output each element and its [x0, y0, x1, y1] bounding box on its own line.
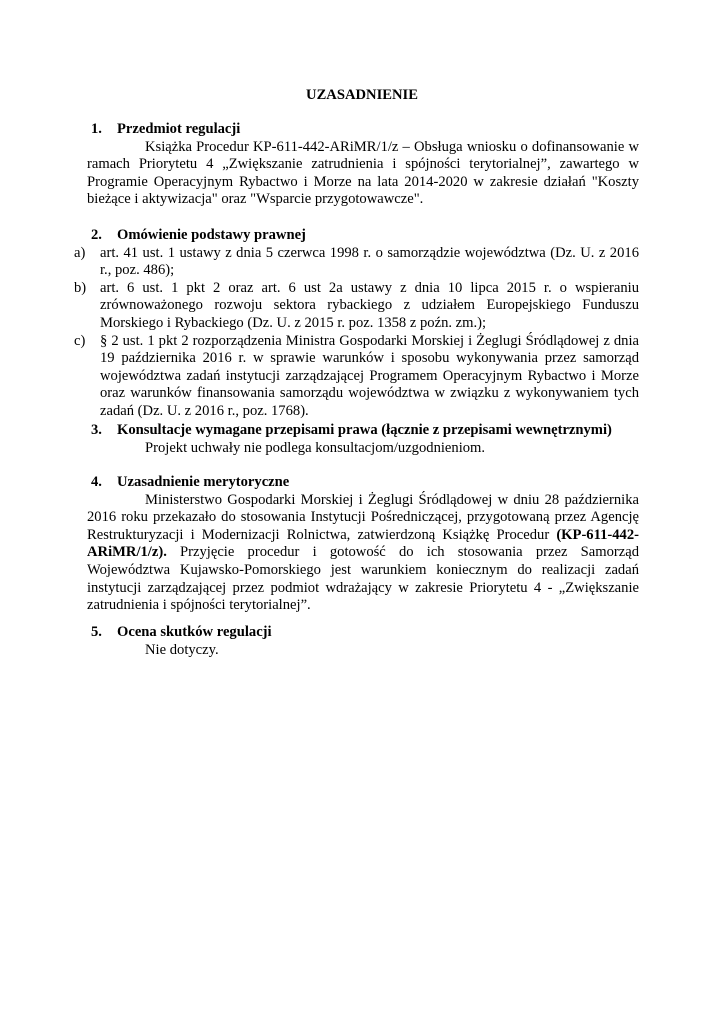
section-title: Przedmiot regulacji: [117, 121, 241, 137]
section-justification: [87, 474, 639, 615]
procedure-code: (KP-611-442-ARiMR/1/z).: [87, 526, 639, 561]
section-text-part: Ministerstwo Gospodarki Morskiej i Żeglugi Śródlądowej w dniu 28 października 2016 roku przekazało do stosowania Instytucji Pośredniczącej, przygotowaną przez Agencję Restrukturyzacji i Modernizacji Rolnictwa, zatwierdzoną Książkę Procedur: [87, 491, 639, 543]
list-item: [74, 280, 639, 333]
section-number: 1.: [91, 121, 102, 137]
section-title: Konsultacje wymagane przepisami prawa (łącznie z przepisami wewnętrznymi): [117, 422, 612, 438]
list-item-mark: c): [74, 332, 86, 349]
section-heading: [87, 624, 639, 642]
list-item-text: art. 6 ust. 1 pkt 2 oraz art. 6 ust 2a ustawy z dnia 10 lipca 2015 r. o wspieraniu zrównoważonego rozwoju sektora rybackiego z udziałem Europejskiego Funduszu Morskiego i Rybackiego (Dz. U. z 2015 r. poz. 1358 z poźn. zm.);: [100, 279, 639, 331]
section-heading: [87, 474, 639, 492]
section-number: 4.: [91, 474, 102, 490]
list-item: [74, 245, 639, 280]
section-title: Ocena skutków regulacji: [117, 624, 272, 640]
section-impact-assessment: [87, 624, 639, 659]
list-item: [74, 333, 639, 421]
section-legal-basis: [74, 227, 639, 421]
section-number: 2.: [91, 227, 102, 243]
section-text: Książka Procedur KP-611-442-ARiMR/1/z – Obsługa wniosku o dofinansowanie w ramach Priorytetu 4 „Zwiększanie zatrudnienia i spójności terytorialnej”, zawartego w Programie Operacyjnym Rybactwo i Morze na lata 2014-2020 w zakresie działań "Koszty bieżące i aktywizacja" oraz "Wsparcie przygotowawcze".: [87, 138, 639, 208]
section-title: Omówienie podstawy prawnej: [117, 227, 306, 243]
list-item-text: art. 41 ust. 1 ustawy z dnia 5 czerwca 1998 r. o samorządzie województwa (Dz. U. z 2016 r., poz. 486);: [100, 244, 639, 279]
section-text: Projekt uchwały nie podlega konsultacjom/uzgodnieniom.: [145, 439, 486, 456]
section-text: Nie dotyczy.: [145, 641, 219, 658]
legal-basis-list: [74, 245, 639, 421]
list-item-mark: a): [74, 244, 86, 261]
section-heading: [87, 422, 639, 440]
section-title: Uzasadnienie merytoryczne: [117, 474, 290, 490]
section-number: 5.: [91, 624, 102, 640]
section-text: [87, 492, 639, 615]
section-subject: [87, 121, 639, 209]
section-heading: [87, 121, 639, 139]
section-text-part: Przyjęcie procedur i gotowość do ich stosowania przez Samorząd Województwa Kujawsko-Pomorskiego jest warunkiem koniecznym do realizacji zadań instytucji zarządzającej przez podmiot wdrażający w zakresie Priorytetu 4 - „Zwiększanie zatrudnienia i spójności terytorialnej”.: [87, 544, 639, 614]
document-title: UZASADNIENIE: [306, 87, 418, 103]
list-item-mark: b): [74, 279, 87, 296]
list-item-text: § 2 ust. 1 pkt 2 rozporządzenia Ministra Gospodarki Morskiej i Żeglugi Śródlądowej z dnia 19 października 2016 r. w sprawie warunków i sposobu wykonywania przez samorząd województwa zadań instytucji zarządzającej Programem Operacyjnym Rybactwo i Morze oraz warunków finansowania samorządu województwa w związku z wykonywaniem tych zadań (Dz. U. z 2016 r., poz. 1768).: [100, 332, 639, 419]
section-number: 3.: [91, 422, 102, 438]
section-heading: [87, 227, 639, 245]
section-consultations: [87, 422, 639, 457]
